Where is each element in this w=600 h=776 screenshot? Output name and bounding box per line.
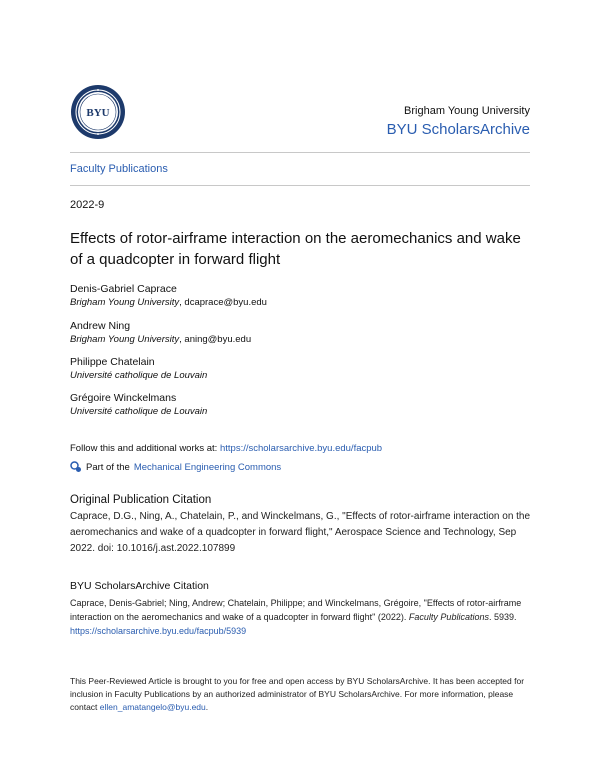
mechanical-engineering-commons-link[interactable]: Mechanical Engineering Commons bbox=[133, 461, 282, 473]
author-affiliation: Université catholique de Louvain bbox=[70, 406, 208, 417]
follow-line: Follow this and additional works at: https://scholarsarchive.byu.edu/facpub bbox=[70, 443, 383, 454]
author-affiliation: Brigham Young University, dcaprace@byu.edu bbox=[70, 297, 267, 308]
author-affiliation: Université catholique de Louvain bbox=[70, 370, 208, 381]
byu-citation-heading: BYU ScholarsArchive Citation bbox=[70, 580, 209, 592]
author-1 bbox=[70, 283, 267, 308]
byu-seal-logo bbox=[70, 84, 126, 140]
author-name: Denis-Gabriel Caprace bbox=[70, 283, 177, 295]
author-name: Philippe Chatelain bbox=[70, 356, 155, 368]
contact-email-link[interactable]: ellen_amatangelo@byu.edu bbox=[99, 702, 206, 712]
part-of-line: Part of the Mechanical Engineering Commons bbox=[70, 461, 281, 473]
byu-citation-text: Caprace, Denis-Gabriel; Ning, Andrew; Chatelain, Philippe; and Winckelmans, Grégoire, "Effects of rotor-airframe interaction on the aeromechanics and wake of a quadcopter in forward flight" (2022). Faculty Publications. 5939. https://scholarsarchive.byu.edu/facpub/5939 bbox=[70, 598, 522, 636]
author-2 bbox=[70, 320, 251, 345]
author-name: Andrew Ning bbox=[70, 320, 131, 332]
author-email[interactable]: dcaprace@byu.edu bbox=[184, 297, 267, 308]
author-4 bbox=[70, 392, 207, 417]
journal-name: Faculty Publications bbox=[408, 612, 489, 622]
author-name: Grégoire Winckelmans bbox=[70, 392, 177, 404]
author-affiliation: Brigham Young University, aning@byu.edu bbox=[70, 334, 252, 345]
divider bbox=[70, 185, 530, 186]
series-link[interactable]: Faculty Publications bbox=[70, 163, 168, 175]
paper-title: Effects of rotor-airframe interaction on the aeromechanics and wake of a quadcopter in forward flight bbox=[70, 230, 521, 268]
author-3 bbox=[70, 356, 207, 381]
publication-date: 2022-9 bbox=[70, 199, 105, 211]
svg-text:BYU: BYU bbox=[86, 107, 110, 119]
access-notice: This Peer-Reviewed Article is brought to you for free and open access by BYU ScholarsArchive. It has been accepted for inclusion in Faculty Publications by an authorized administrator of BYU ScholarsArchive. For more information, please contact ellen_amatangelo@byu.edu. bbox=[70, 676, 525, 712]
original-citation-heading: Original Publication Citation bbox=[70, 494, 212, 506]
facpub-link[interactable]: https://scholarsarchive.byu.edu/facpub bbox=[219, 443, 383, 454]
author-email[interactable]: aning@byu.edu bbox=[184, 334, 252, 345]
commons-network-icon bbox=[70, 461, 82, 473]
original-citation-text: Caprace, D.G., Ning, A., Chatelain, P., and Winckelmans, G., "Effects of rotor-airframe interaction on the aeromechanics and wake of a quadcopter in forward flight," Aerospace Science and Technology, Sep 2022. doi: 10.1016/j.ast.2022.107899 bbox=[70, 511, 531, 554]
divider bbox=[70, 152, 530, 153]
citation-url-link[interactable]: https://scholarsarchive.byu.edu/facpub/5939 bbox=[70, 626, 247, 636]
institution-name: Brigham Young University bbox=[404, 105, 530, 117]
archive-name[interactable]: BYU ScholarsArchive bbox=[386, 121, 530, 138]
